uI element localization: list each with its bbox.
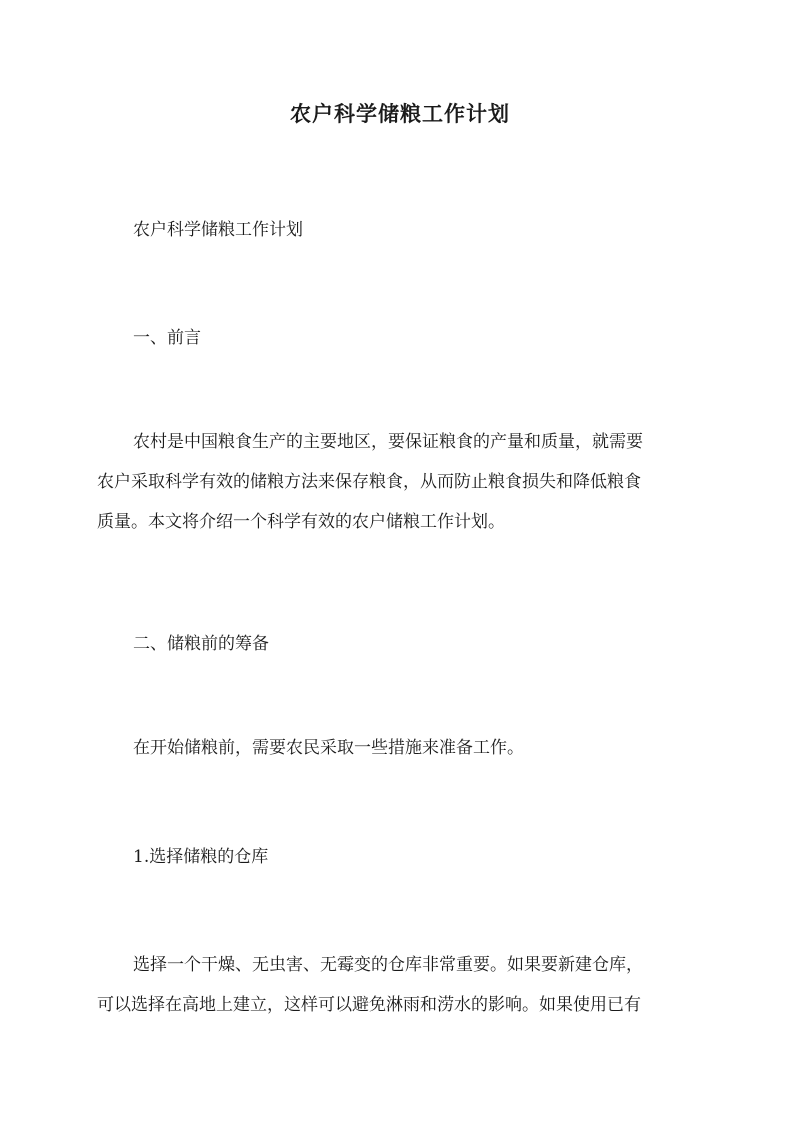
subheading-choose-warehouse (97, 837, 707, 877)
paragraph-line: 选择一个干燥、无虫害、无霉变的仓库非常重要。如果要新建仓库， (133, 955, 643, 975)
paragraph-subtitle (97, 210, 707, 250)
paragraph-line: 农户科学储粮工作计划 (133, 220, 303, 240)
paragraph-line: 可以选择在高地上建立，这样可以避免淋雨和涝水的影响。如果使用已有 (97, 995, 641, 1015)
paragraph-line: 农户采取科学有效的储粮方法来保存粮食，从而防止粮食损失和降低粮食 (97, 472, 641, 492)
paragraph-preparation (97, 728, 707, 768)
paragraph-line: 质量。本文将介绍一个科学有效的农户储粮工作计划。 (97, 512, 505, 532)
paragraph-line: 一、前言 (133, 328, 201, 348)
paragraph-warehouse (97, 945, 707, 1025)
paragraph-line: 在开始储粮前，需要农民采取一些措施来准备工作。 (133, 738, 524, 758)
paragraph-line: 二、储粮前的筹备 (133, 634, 269, 654)
document-title: 农户科学储粮工作计划 (290, 101, 510, 126)
section-heading-preface (97, 318, 707, 358)
paragraph-intro (97, 422, 707, 542)
paragraph-line: 农村是中国粮食生产的主要地区，要保证粮食的产量和质量，就需要 (133, 432, 643, 452)
paragraph-line: 1.选择储粮的仓库 (133, 847, 269, 867)
section-heading-preparation (97, 624, 707, 664)
